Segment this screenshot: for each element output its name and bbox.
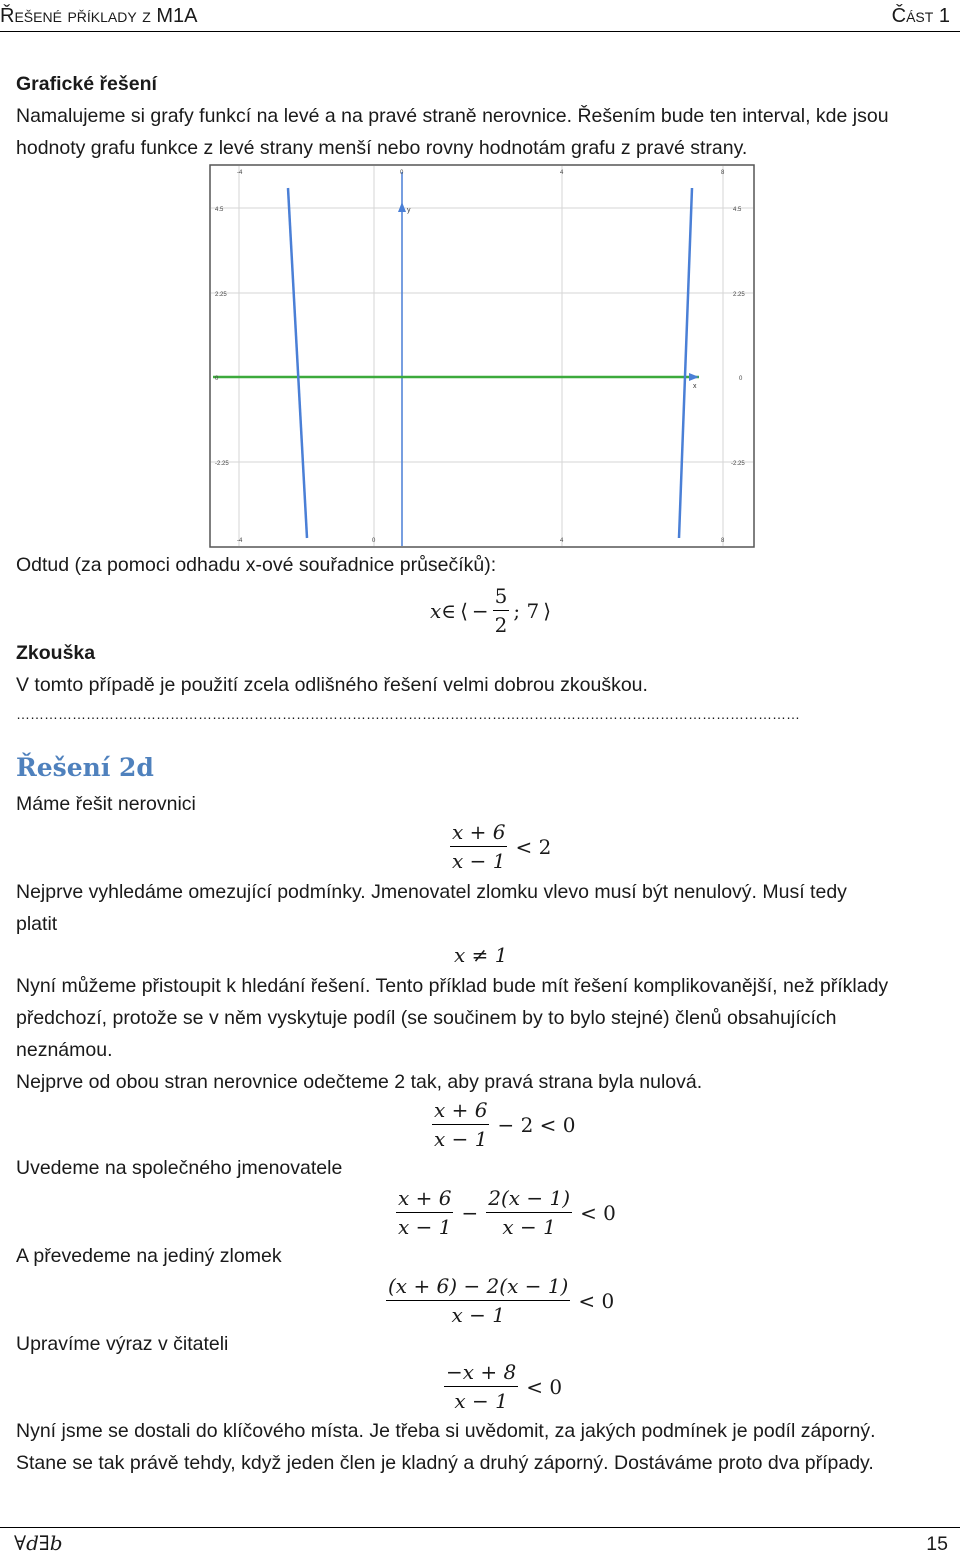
paragraph-line: A převedeme na jediný zlomek	[16, 1245, 282, 1267]
denominator: x − 1	[434, 1127, 488, 1151]
math-text: − 2 < 0	[497, 1112, 576, 1137]
fraction	[444, 1358, 518, 1415]
denominator: x − 1	[454, 1389, 508, 1413]
graph-frame	[210, 165, 754, 547]
paragraph-line: Nejprve vyhledáme omezující podmínky. Jmenovatel zlomku vlevo musí být nenulový. Musí tedy	[16, 881, 847, 903]
math-text: < 0	[580, 1200, 616, 1225]
denominator: x − 1	[451, 1303, 505, 1327]
paragraph-line: V tomto případě je použití zcela odlišného řešení velmi dobrou zkouškou.	[16, 674, 648, 696]
denominator: x − 1	[502, 1215, 556, 1239]
fraction	[386, 1272, 570, 1329]
tick-bottom: -4	[237, 538, 243, 544]
separator-dots: ……………………………………………………………………………………………………………………………………………………	[16, 706, 800, 722]
footer-logo: ∀d∃b	[14, 1531, 63, 1555]
inequality-5	[444, 1358, 562, 1415]
paragraph-line: Máme řešit nerovnici	[16, 793, 196, 815]
numerator: (x + 6) − 2(x − 1)	[388, 1274, 569, 1298]
tick-top: 0	[400, 170, 404, 176]
math-text: < 2	[515, 834, 552, 859]
section-title-graphical: Grafické řešení	[16, 73, 157, 95]
condition: x ≠ 1	[454, 943, 508, 967]
fraction	[486, 1184, 572, 1241]
math-text: −	[471, 598, 489, 623]
paragraph-line: předchozí, protože se v něm vyskytuje podíl (se součinem by to bylo stejné) členů obsahujících	[16, 1007, 837, 1029]
header-right: Část 1	[891, 5, 950, 27]
tick-bottom: 4	[560, 538, 564, 544]
header-left: Řešené příklady z M1A	[0, 5, 198, 27]
numerator: −x + 8	[446, 1360, 517, 1384]
paragraph-line: Nyní můžeme přistoupit k hledání řešení. Tento příklad bude mít řešení komplikovanější, než příklady	[16, 975, 889, 997]
numerator: 5	[494, 584, 508, 608]
tick-left: 2.25	[215, 292, 227, 298]
math-text: x∈	[430, 598, 457, 623]
tick-right: 0	[739, 376, 743, 382]
tick-left: -2.25	[215, 461, 229, 467]
result-interval	[430, 582, 551, 639]
inequality-4	[386, 1272, 614, 1329]
paragraph-line: Nyní jsme se dostali do klíčového místa. Je třeba si uvědomit, za jakých podmínek je podíl záporný.	[16, 1420, 876, 1442]
fraction	[432, 1096, 489, 1153]
denominator: x − 1	[452, 849, 506, 873]
math-text: ; 7	[513, 598, 540, 623]
fraction	[493, 582, 510, 639]
fraction	[396, 1184, 453, 1241]
denominator: 2	[494, 613, 508, 637]
paragraph-line: Odtud (za pomoci odhadu x-ové souřadnice průsečíků):	[16, 554, 497, 576]
numerator: x + 6	[434, 1098, 488, 1122]
fraction	[450, 818, 507, 875]
tick-right: 2.25	[733, 292, 745, 298]
function-graph	[209, 164, 755, 548]
page-number: 15	[926, 1533, 948, 1555]
tick-top: -4	[237, 170, 243, 176]
tick-right: 4.5	[733, 207, 742, 213]
inequality-3	[396, 1184, 616, 1241]
x-axis-label: x	[693, 383, 697, 390]
numerator: 2(x − 1)	[488, 1186, 571, 1210]
footer-rule	[0, 1527, 960, 1528]
paragraph-line: neznámou.	[16, 1039, 113, 1061]
inequality-2	[432, 1096, 576, 1153]
paragraph-line: hodnoty grafu funkce z levé strany menší nebo rovny hodnotám grafu z pravé strany.	[16, 137, 748, 159]
tick-left: 0	[215, 376, 219, 382]
tick-left: 4.5	[215, 207, 224, 213]
tick-top: 8	[721, 170, 725, 176]
math-text: −	[461, 1200, 479, 1225]
paragraph-line: Namalujeme si grafy funkcí na levé a na pravé straně nerovnice. Řešením bude ten interval, kde jsou	[16, 105, 889, 127]
tick-bottom: 0	[372, 538, 376, 544]
numerator: x + 6	[398, 1186, 452, 1210]
denominator: x − 1	[398, 1215, 452, 1239]
math-text: < 0	[578, 1288, 615, 1313]
paragraph-line: Stane se tak právě tehdy, když jeden člen je kladný a druhý záporný. Dostáváme proto dva případy.	[16, 1452, 874, 1474]
tick-right: -2.25	[731, 461, 745, 467]
numerator: x + 6	[452, 820, 506, 844]
paragraph-line: Uvedeme na společného jmenovatele	[16, 1157, 343, 1179]
paragraph-line: Nejprve od obou stran nerovnice odečteme 2 tak, aby pravá strana byla nulová.	[16, 1071, 703, 1093]
paragraph-line: Upravíme výraz v čitateli	[16, 1333, 229, 1355]
inequality-1	[450, 818, 551, 875]
paragraph-line: platit	[16, 913, 58, 935]
section-heading-2d: Řešení 2d	[16, 753, 154, 782]
tick-top: 4	[560, 170, 564, 176]
math-text: ⟩	[543, 598, 552, 623]
math-text: ⟨	[460, 598, 468, 623]
math-text: < 0	[526, 1374, 563, 1399]
header-rule	[0, 31, 960, 32]
y-axis-label: y	[407, 207, 411, 214]
section-title-zkouska: Zkouška	[16, 642, 96, 664]
tick-bottom: 8	[721, 538, 725, 544]
